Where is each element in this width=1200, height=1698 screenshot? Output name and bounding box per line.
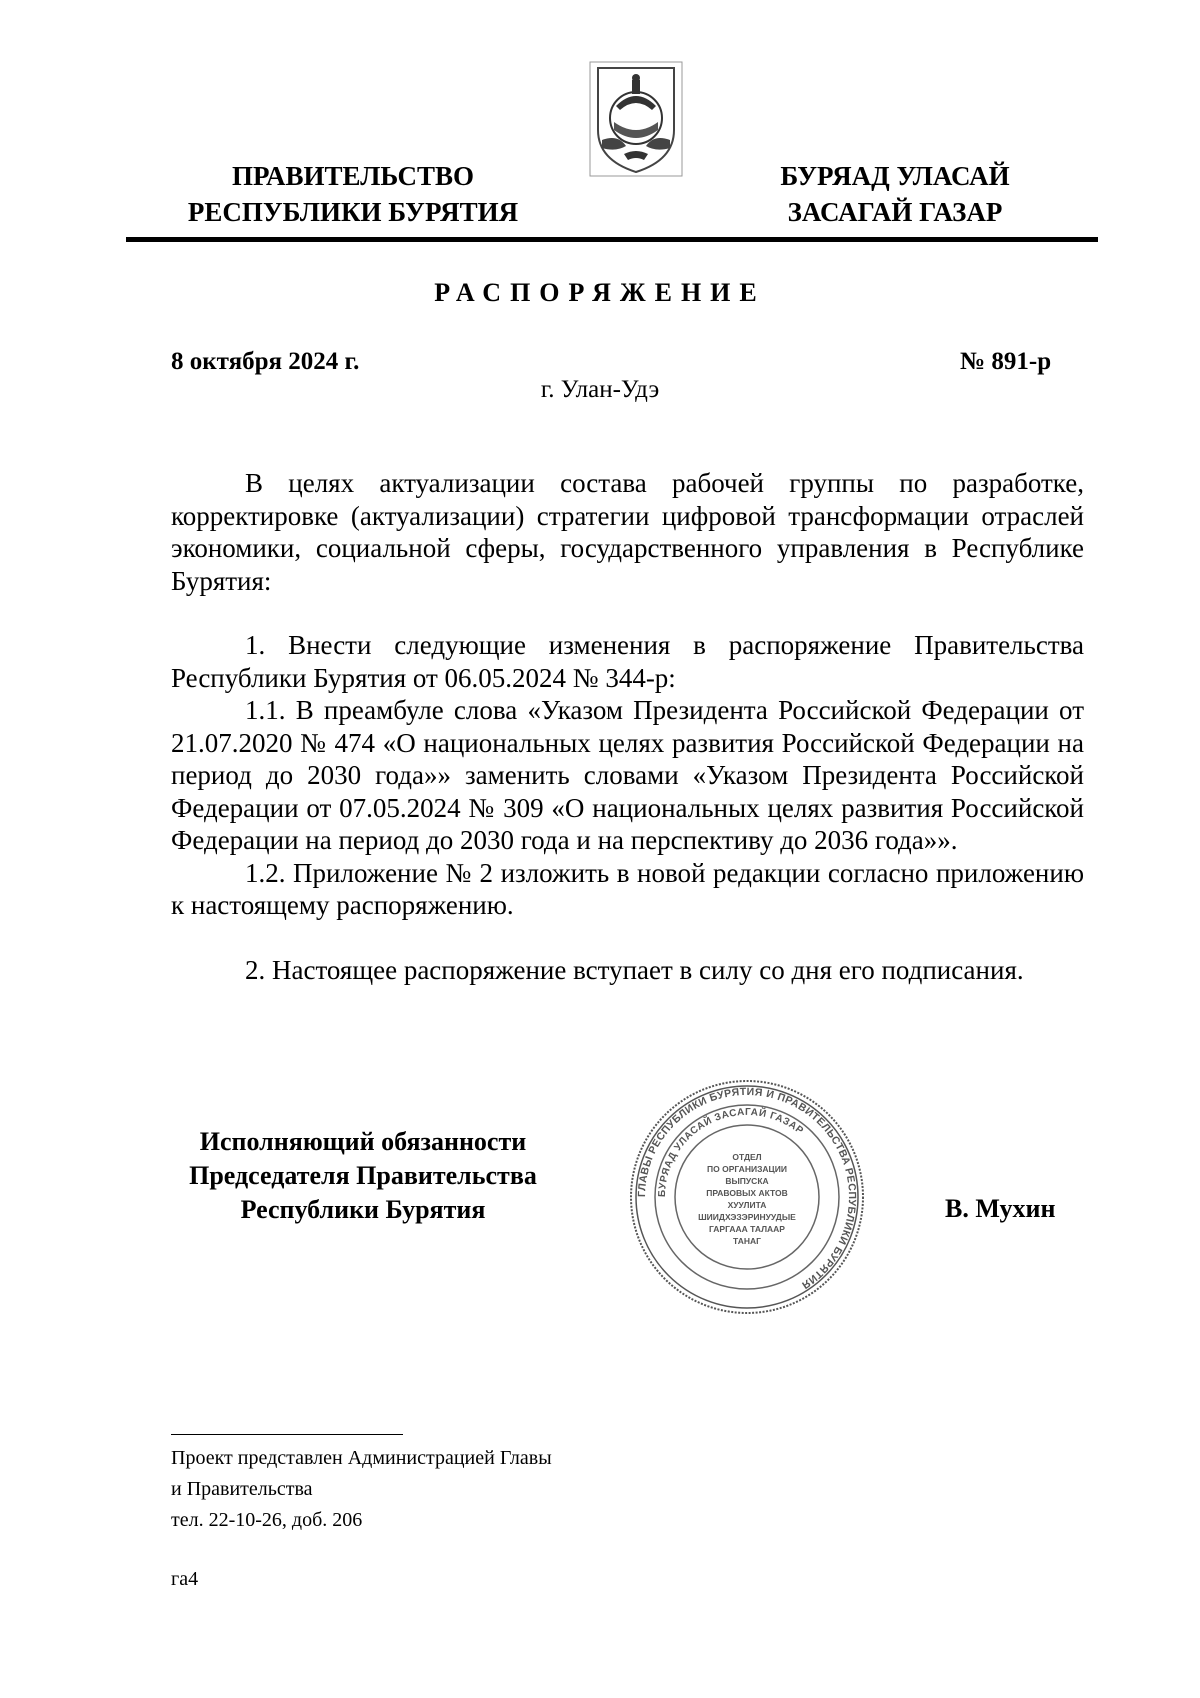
signatory-title-line: Исполняющий обязанности	[199, 1127, 527, 1156]
org-name-buryat	[740, 158, 1050, 230]
stamp-center-line: ОТДЕЛ	[732, 1152, 762, 1162]
stamp-center-line: ШИИДХЭЗЭРИНУУДЫЕ	[698, 1212, 796, 1222]
item-1-paragraph: 1. Внести следующие изменения в распоряжение Правительства Республики Бурятия от 06.05.2024 № 344-р:	[171, 630, 1084, 693]
document-type-title: РАСПОРЯЖЕНИЕ	[434, 278, 766, 307]
footer-note-line: тел. 22-10-26, доб. 206	[171, 1509, 363, 1531]
org-name-line: БУРЯАД УЛАСАЙ	[780, 161, 1010, 191]
signatory-name: В. Мухин	[945, 1194, 1056, 1223]
footer-note	[171, 1443, 552, 1536]
document-date: 8 октября 2024 г.	[171, 348, 360, 375]
document-city: г. Улан-Удэ	[540, 376, 660, 403]
item-1-2-paragraph: 1.2. Приложение № 2 изложить в новой редакции согласно приложению к настоящему распоряжению.	[171, 857, 1084, 920]
document-body	[171, 467, 1084, 986]
signatory-title-line: Республики Бурятия	[240, 1195, 486, 1224]
official-seal-stamp-icon	[628, 1078, 866, 1316]
stamp-center-line: ХУУЛИТА	[727, 1200, 767, 1210]
org-name-russian	[168, 158, 538, 230]
org-name-line: ПРАВИТЕЛЬСТВО	[231, 161, 475, 191]
preamble-paragraph: В целях актуализации состава рабочей группы по разработке, корректировке (актуализации) стратегии цифровой трансформации отраслей экономики, социальной сферы, государственного управления в Республике Бурятия:	[171, 468, 1084, 596]
org-name-line: ЗАСАГАЙ ГАЗАР	[787, 197, 1003, 227]
stamp-center-line: ТАНАГ	[733, 1236, 761, 1246]
document-number: № 891-р	[960, 348, 1052, 375]
stamp-inner-ring-text: БУРЯАД УЛАСАЙ ЗАСАГАЙ ГАЗАР	[656, 1106, 806, 1198]
stamp-outer-ring-text: ГЛАВЫ РЕСПУБЛИКИ БУРЯТИЯ И ПРАВИТЕЛЬСТВА РЕСПУБЛИКИ БУРЯТИЯ	[635, 1085, 859, 1292]
org-name-line: РЕСПУБЛИКИ БУРЯТИЯ	[187, 197, 519, 227]
item-2-paragraph: 2. Настоящее распоряжение вступает в силу со дня его подписания.	[245, 954, 1024, 985]
signatory-title	[168, 1125, 558, 1227]
stamp-center-line: ВЫПУСКА	[725, 1176, 769, 1186]
signatory-title-line: Председателя Правительства	[189, 1161, 537, 1190]
stamp-center-line: ПО ОРГАНИЗАЦИИ	[707, 1164, 787, 1174]
stamp-center-line: ГАРГААА ТАЛААР	[709, 1224, 785, 1234]
document-code: га4	[171, 1568, 199, 1590]
stamp-center-line: ПРАВОВЫХ АКТОВ	[706, 1188, 788, 1198]
footer-note-line: Проект представлен Администрацией Главы	[171, 1447, 552, 1469]
footer-divider	[171, 1434, 403, 1435]
republic-emblem-icon	[588, 60, 684, 178]
header-divider	[126, 237, 1098, 242]
item-1-1-paragraph: 1.1. В преамбуле слова «Указом Президента Российской Федерации от 21.07.2020 № 474 «О национальных целях развития Российской Федерации на период до 2030 года»» заменить словами «Указом Президента Российской Федерации от 07.05.2024 № 309 «О национальных целях развития Российской Федерации на период до 2030 года и на перспективу до 2036 года»».	[171, 695, 1084, 855]
footer-note-line: и Правительства	[171, 1478, 313, 1500]
